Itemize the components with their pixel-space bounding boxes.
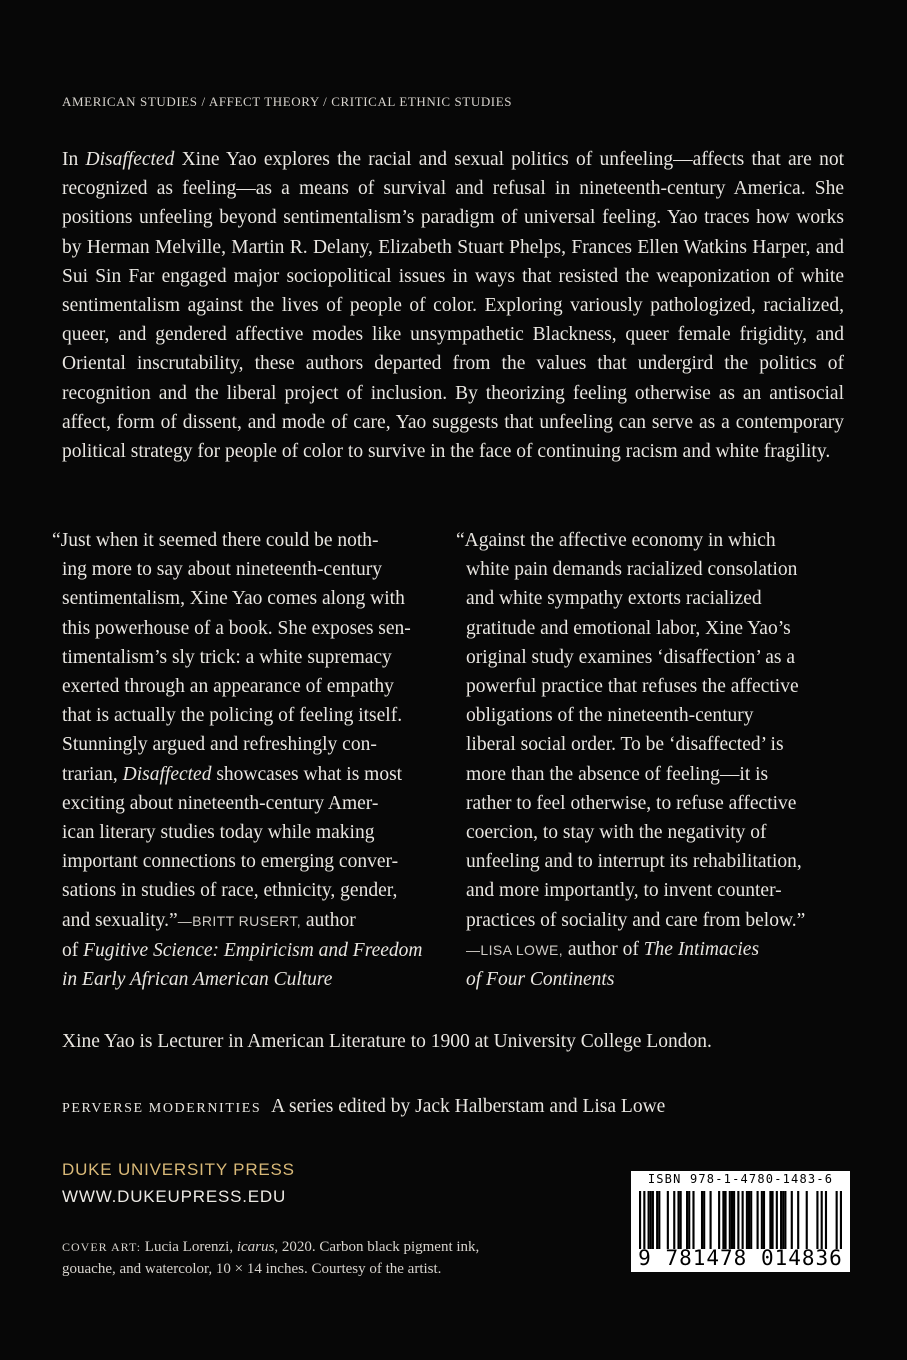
quote-line: ican literary studies today while making (62, 822, 375, 844)
barcode-bar (701, 1191, 703, 1249)
attribution-role: author (301, 909, 356, 931)
quote-line: sations in studies of race, ethnicity, gender, (62, 880, 398, 902)
series-name: PERVERSE MODERNITIES (62, 1101, 262, 1116)
quote-line: more than the absence of feeling—it is (466, 763, 769, 785)
barcode-bar (816, 1191, 818, 1249)
isbn-barcode (631, 1171, 850, 1272)
barcode-bar (746, 1191, 748, 1249)
blurb-quote-rusert (52, 526, 444, 994)
cover-art-line (62, 1236, 479, 1258)
cover-art-title: icarus (236, 1239, 275, 1255)
quote-line: rather to feel otherwise, to refuse affective (466, 792, 797, 814)
quote-line: obligations of the nineteenth-century (466, 705, 754, 727)
attribution-work-title: Fugitive Science: Empiricism and Freedom (83, 939, 423, 961)
barcode-bar (757, 1191, 759, 1249)
quote-line: sentimentalism, Xine Yao comes along with (62, 588, 405, 610)
barcode-bars (639, 1191, 842, 1249)
quote-line: coercion, to stay with the negativity of (466, 822, 767, 844)
attribution-role: author of (563, 938, 644, 960)
press-name: DUKE UNIVERSITY PRESS (62, 1160, 295, 1179)
quote-line-end: and sexuality.” (62, 909, 178, 931)
attribution-work-title: The Intimacies (643, 938, 760, 960)
quote-line: that is actually the policing of feeling itself. (62, 705, 403, 727)
barcode-bar (797, 1191, 799, 1249)
barcode-bar (656, 1191, 658, 1249)
author-bio: Xine Yao is Lecturer in American Literature to 1900 at University College London. (62, 1031, 712, 1052)
barcode-bar (733, 1191, 735, 1249)
blurb-quote-lowe (456, 526, 848, 994)
cover-art-credit (62, 1236, 479, 1280)
barcode-bar (771, 1191, 773, 1249)
quote-line (52, 760, 444, 789)
attribution-of: of (62, 939, 84, 961)
blurb-book-title: Disaffected (85, 149, 175, 170)
isbn-text: ISBN 978-1-4780-1483-6 (647, 1172, 834, 1186)
barcode-bar (761, 1191, 763, 1249)
quote-line: original study examines ‘disaffection’ as a (466, 646, 796, 668)
quote-line: liberal social order. To be ‘disaffected’ is (466, 734, 784, 756)
quote-line (52, 906, 444, 936)
barcode-bar (639, 1191, 641, 1249)
quote-line: exciting about nineteenth-century Amer- (62, 792, 379, 814)
barcode-bar (784, 1191, 786, 1249)
barcode-bar (806, 1191, 808, 1249)
quote-line: and more importantly, to invent counter- (466, 880, 782, 902)
barcode-bar (763, 1191, 765, 1249)
quote-line: and white sympathy extorts racialized (466, 588, 762, 610)
quote-line: timentalism’s sly trick: a white supremacy (62, 646, 392, 668)
quote-line: powerful practice that refuses the affective (466, 676, 799, 698)
barcode-bar (692, 1191, 694, 1249)
press-url: WWW.DUKEUPRESS.EDU (62, 1187, 287, 1206)
barcode-bar (729, 1191, 731, 1249)
quote-line: exerted through an appearance of empathy (62, 676, 394, 698)
barcode-bar (650, 1191, 652, 1249)
barcode-bar (742, 1191, 744, 1249)
cover-art-line: gouache, and watercolor, 10 × 14 inches. Courtesy of the artist. (62, 1261, 442, 1277)
barcode-bar (710, 1191, 712, 1249)
quote-line (52, 965, 444, 994)
press-info (62, 1156, 295, 1210)
barcode-bar (658, 1191, 660, 1249)
barcode-bar (780, 1191, 782, 1249)
barcode-bar (840, 1191, 842, 1249)
barcode-bar (769, 1191, 771, 1249)
attribution-name: —BRITT RUSERT, (177, 912, 302, 929)
barcode-bar (731, 1191, 733, 1249)
attribution-work-title: of Four Continents (466, 969, 615, 991)
barcode-digits: 9 781478 014836 (638, 1246, 843, 1270)
quote-line: important connections to emerging conver- (62, 851, 399, 873)
barcode-bar (782, 1191, 784, 1249)
barcode-bar (836, 1191, 838, 1249)
series-line (62, 1096, 665, 1118)
barcode-bar (724, 1191, 726, 1249)
barcode-bar (673, 1191, 675, 1249)
cover-art-artist: Lucia Lorenzi, (141, 1239, 237, 1255)
barcode-bar (748, 1191, 750, 1249)
attribution-name: —LISA LOWE, (466, 941, 563, 958)
barcode-bar (825, 1191, 827, 1249)
barcode-bar (737, 1191, 739, 1249)
cover-art-label: COVER ART: (62, 1240, 142, 1254)
barcode-bar (667, 1191, 669, 1249)
barcode-bar (703, 1191, 705, 1249)
barcode-bar (722, 1191, 724, 1249)
quote-line (456, 965, 848, 994)
quote-line: practices of sociality and care from below.” (466, 909, 806, 931)
categories-line: AMERICAN STUDIES / AFFECT THEORY / CRITICAL ETHNIC STUDIES (62, 94, 513, 109)
barcode-bar (648, 1191, 650, 1249)
quote-line: “Against the affective economy in which (456, 530, 776, 551)
quote-line-start: trarian, (62, 763, 118, 785)
quote-line: “Just when it seemed there could be noth- (52, 530, 379, 551)
barcode-bar (677, 1191, 679, 1249)
series-editors: A series edited by Jack Halberstam and Lisa Lowe (271, 1096, 666, 1117)
barcode-bar (821, 1191, 823, 1249)
barcode-bar (750, 1191, 752, 1249)
barcode-bar (686, 1191, 688, 1249)
quote-line: gratitude and emotional labor, Xine Yao’s (466, 617, 791, 639)
quote-book-title: Disaffected (122, 763, 212, 785)
quote-line: Stunningly argued and refreshingly con- (62, 734, 377, 756)
blurb-prefix: In (62, 149, 86, 170)
barcode-bar (688, 1191, 690, 1249)
barcode-bar (643, 1191, 645, 1249)
quote-line: this powerhouse of a book. She exposes sen- (62, 617, 411, 639)
blurb-text: Xine Yao explores the racial and sexual politics of unfeeling—affects that are not recognized as feeling—as a means of survival and refusal in nineteenth-century America. She positions unfeeling beyond sentimentalism’s paradigm of universal feeling. Yao traces how works by Herman Melville, Martin R. Delany, Elizabeth Stuart Phelps, Frances Ellen Watkins Harper, and Sui Sin Far engaged major sociopolitical issues in ways that resisted the weaponization of white sentimentalism against the lives of people of color. Exploring variously pathologized, racialized, queer, and gendered affective modes like unsympathetic Blackness, queer female frigidity, and Oriental inscrutability, these authors departed from the values that undergird the politics of recognition and the liberal project of inclusion. By theorizing feeling otherwise as an antisocial affect, form of dissent, and mode of care, Yao suggests that unfeeling can serve as a contemporary political strategy for people of color to survive in the face of continuing racism and white fragility. (62, 149, 844, 463)
barcode-bar (718, 1191, 720, 1249)
quote-line: unfeeling and to interrupt its rehabilitation, (466, 851, 802, 873)
quote-line: ing more to say about nineteenth-century (62, 559, 383, 581)
barcode-bar (776, 1191, 778, 1249)
attribution-work-title: in Early African American Culture (62, 969, 333, 991)
quote-line (52, 936, 444, 965)
description-blurb (62, 145, 844, 466)
barcode-bar (791, 1191, 793, 1249)
quote-line (456, 935, 848, 965)
quote-line-end: showcases what is most (211, 763, 403, 785)
barcode-bar (652, 1191, 654, 1249)
cover-art-details: , 2020. Carbon black pigment ink, (274, 1239, 480, 1255)
barcode-bar (680, 1191, 682, 1249)
quote-line: white pain demands racialized consolation (466, 559, 798, 581)
